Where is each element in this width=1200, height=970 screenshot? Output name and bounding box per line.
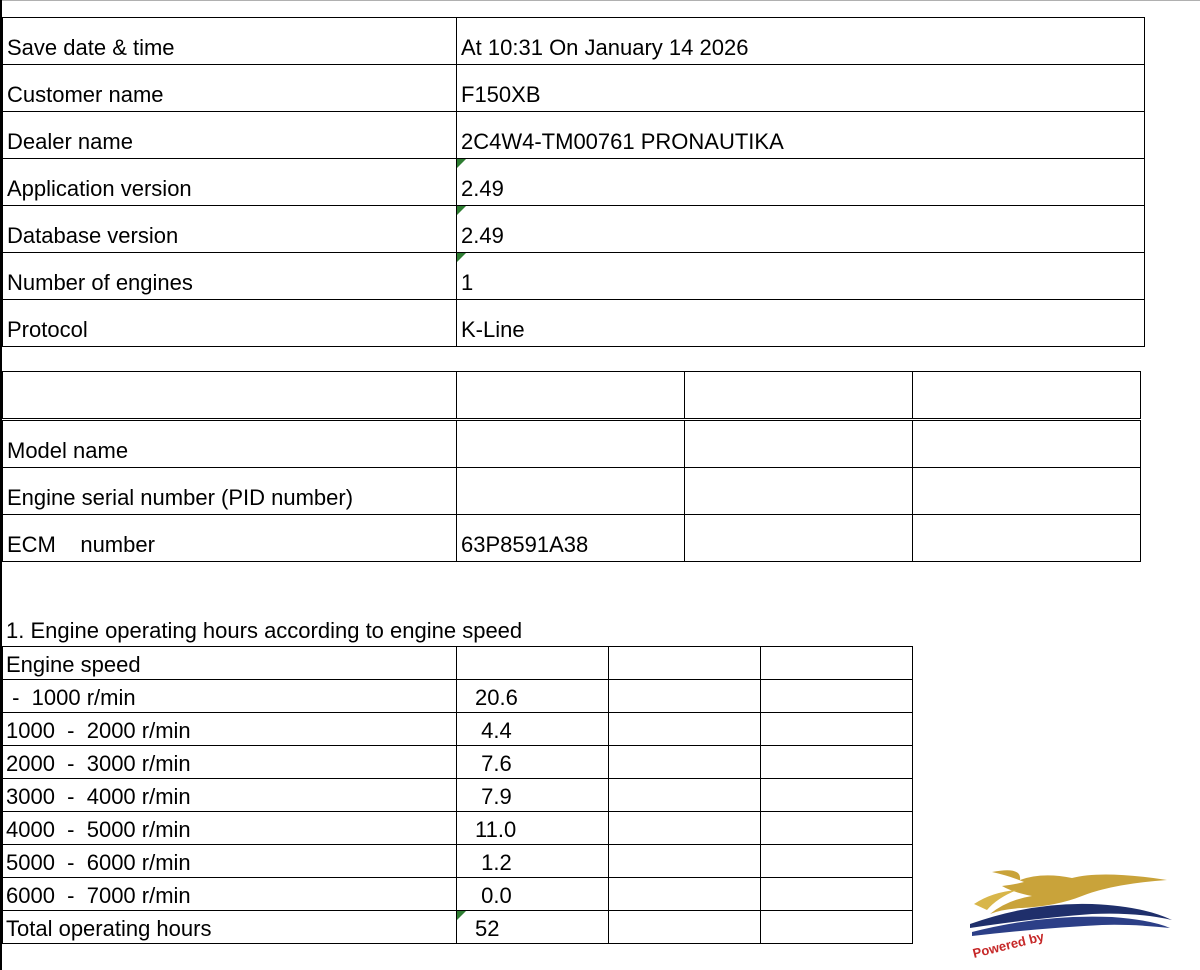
app-version-value[interactable] xyxy=(457,159,1145,206)
hours-value[interactable]: 11.0 xyxy=(457,812,609,845)
hours-row xyxy=(3,845,913,878)
engine-row xyxy=(3,420,1141,468)
hours-header-cell[interactable] xyxy=(457,647,609,680)
hours-cell[interactable] xyxy=(761,911,913,944)
hours-cell[interactable] xyxy=(761,779,913,812)
hours-row xyxy=(3,680,913,713)
hours-cell[interactable] xyxy=(609,680,761,713)
number-as-text-indicator-icon xyxy=(457,159,466,168)
engine-count-text: 1 xyxy=(461,270,474,295)
engine-cell[interactable] xyxy=(913,420,1141,468)
engine-cell[interactable] xyxy=(913,468,1141,515)
hours-cell[interactable] xyxy=(609,746,761,779)
hours-row xyxy=(3,713,913,746)
hours-cell[interactable] xyxy=(761,845,913,878)
speed-range-label[interactable]: 3000 - 4000 r/min xyxy=(3,779,457,812)
hours-cell[interactable] xyxy=(761,812,913,845)
hours-total-row xyxy=(3,911,913,944)
info-row xyxy=(3,18,1145,65)
info-row xyxy=(3,300,1145,347)
engine-cell[interactable] xyxy=(685,515,913,562)
total-hours-label[interactable]: Total operating hours xyxy=(3,911,457,944)
hours-row xyxy=(3,779,913,812)
hours-cell[interactable] xyxy=(609,845,761,878)
hours-row xyxy=(3,746,913,779)
app-version-text: 2.49 xyxy=(461,176,504,201)
dealer-name-value[interactable]: 2C4W4-TM00761 PRONAUTIKA xyxy=(457,112,1145,159)
info-row xyxy=(3,253,1145,300)
engine-table xyxy=(2,371,1141,562)
engine-header-cell[interactable] xyxy=(685,372,913,420)
engine-header-row xyxy=(3,372,1141,420)
hours-value[interactable]: 7.9 xyxy=(457,779,609,812)
powered-by-logo xyxy=(962,862,1177,970)
number-as-text-indicator-icon xyxy=(457,911,466,920)
engine-count-label[interactable]: Number of engines xyxy=(3,253,457,300)
hours-table xyxy=(2,646,913,944)
customer-name-value[interactable]: F150XB xyxy=(457,65,1145,112)
engine-row xyxy=(3,468,1141,515)
hours-value[interactable]: 1.2 xyxy=(457,845,609,878)
engine-speed-header[interactable]: Engine speed xyxy=(3,647,457,680)
info-row xyxy=(3,65,1145,112)
engine-cell[interactable] xyxy=(913,515,1141,562)
logo-text: Powered by xyxy=(971,928,1046,961)
serial-number-label[interactable]: Engine serial number (PID number) xyxy=(3,468,457,515)
serial-number-value[interactable] xyxy=(457,468,685,515)
ecm-number-value[interactable]: 63P8591A38 xyxy=(457,515,685,562)
hours-value[interactable]: 7.6 xyxy=(457,746,609,779)
db-version-label[interactable]: Database version xyxy=(3,206,457,253)
protocol-value[interactable]: K-Line xyxy=(457,300,1145,347)
hours-header-cell[interactable] xyxy=(609,647,761,680)
engine-header-cell[interactable] xyxy=(457,372,685,420)
save-date-value[interactable]: At 10:31 On January 14 2026 xyxy=(457,18,1145,65)
save-date-label[interactable]: Save date & time xyxy=(3,18,457,65)
engine-header-cell[interactable] xyxy=(913,372,1141,420)
hours-cell[interactable] xyxy=(761,713,913,746)
model-name-value[interactable] xyxy=(457,420,685,468)
speed-range-label[interactable]: 6000 - 7000 r/min xyxy=(3,878,457,911)
hours-cell[interactable] xyxy=(609,713,761,746)
hours-header-row xyxy=(3,647,913,680)
hours-row xyxy=(3,812,913,845)
sheet-top-edge xyxy=(0,0,1200,1)
engine-count-value[interactable] xyxy=(457,253,1145,300)
speed-range-label[interactable]: 4000 - 5000 r/min xyxy=(3,812,457,845)
hours-value[interactable]: 4.4 xyxy=(457,713,609,746)
hours-row xyxy=(3,878,913,911)
speed-range-label[interactable]: - 1000 r/min xyxy=(3,680,457,713)
info-row xyxy=(3,112,1145,159)
hours-section-title: 1. Engine operating hours according to engine speed xyxy=(6,618,523,643)
number-as-text-indicator-icon xyxy=(457,206,466,215)
total-hours-value[interactable] xyxy=(457,911,609,944)
db-version-text: 2.49 xyxy=(461,223,504,248)
protocol-label[interactable]: Protocol xyxy=(3,300,457,347)
number-as-text-indicator-icon xyxy=(457,253,466,262)
engine-row xyxy=(3,515,1141,562)
model-name-label[interactable]: Model name xyxy=(3,420,457,468)
engine-cell[interactable] xyxy=(685,420,913,468)
total-hours-text: 52 xyxy=(475,916,500,941)
hours-cell[interactable] xyxy=(609,878,761,911)
speed-range-label[interactable]: 1000 - 2000 r/min xyxy=(3,713,457,746)
engine-cell[interactable] xyxy=(685,468,913,515)
speed-range-label[interactable]: 2000 - 3000 r/min xyxy=(3,746,457,779)
engine-header-cell[interactable] xyxy=(3,372,457,420)
info-row xyxy=(3,159,1145,206)
dealer-name-label[interactable]: Dealer name xyxy=(3,112,457,159)
hours-cell[interactable] xyxy=(609,779,761,812)
info-table xyxy=(2,17,1145,347)
hours-cell[interactable] xyxy=(609,911,761,944)
db-version-value[interactable] xyxy=(457,206,1145,253)
customer-name-label[interactable]: Customer name xyxy=(3,65,457,112)
info-row xyxy=(3,206,1145,253)
app-version-label[interactable]: Application version xyxy=(3,159,457,206)
hours-cell[interactable] xyxy=(761,746,913,779)
hours-cell[interactable] xyxy=(761,680,913,713)
ecm-number-label[interactable]: ECM number xyxy=(3,515,457,562)
hours-cell[interactable] xyxy=(609,812,761,845)
hours-cell[interactable] xyxy=(761,878,913,911)
hours-value[interactable]: 20.6 xyxy=(457,680,609,713)
hours-value[interactable]: 0.0 xyxy=(457,878,609,911)
speed-range-label[interactable]: 5000 - 6000 r/min xyxy=(3,845,457,878)
hours-header-cell[interactable] xyxy=(761,647,913,680)
